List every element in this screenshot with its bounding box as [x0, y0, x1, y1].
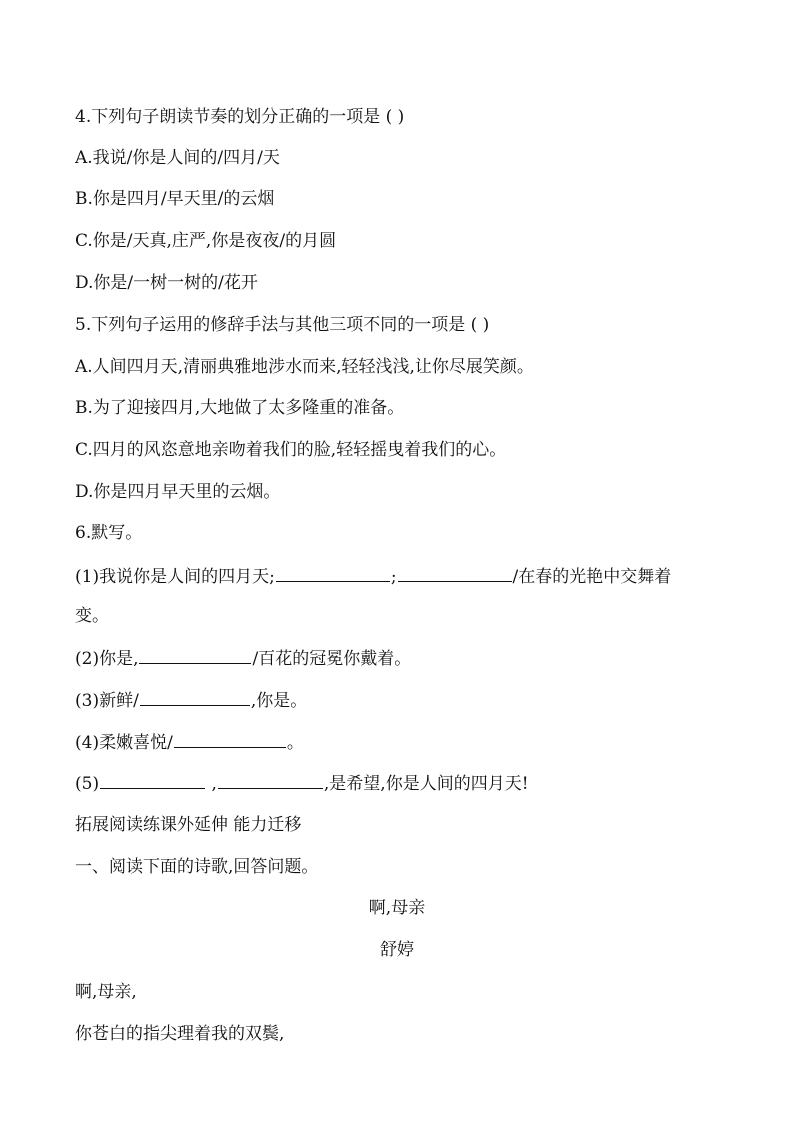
fill-blank[interactable]	[276, 564, 390, 582]
q6-item-4-prefix: (4)柔嫩喜悦/	[75, 733, 173, 753]
q6-item-1-prefix: (1)我说你是人间的四月天;	[75, 567, 275, 587]
q6-item-1-continuation: 变。	[75, 606, 109, 626]
poem-author: 舒婷	[380, 940, 414, 960]
q6-item-1-suffix: /在春的光艳中交舞着	[512, 567, 672, 587]
q6-item-5	[75, 771, 724, 796]
fill-blank[interactable]	[398, 564, 512, 582]
q6-item-1-separator: ;	[390, 567, 397, 587]
q6-item-3	[75, 688, 724, 713]
q6-item-1	[75, 564, 724, 589]
q6-item-3-prefix: (3)新鲜/	[75, 691, 139, 711]
poem-line-1: 啊,母亲,	[75, 982, 137, 1002]
fill-blank[interactable]	[140, 688, 250, 706]
q6-item-5-separator: ,	[206, 774, 217, 794]
section-instruction: 一、阅读下面的诗歌,回答问题。	[75, 857, 319, 877]
q5-option-a: A.人间四月天,清丽典雅地涉水而来,轻轻浅浅,让你尽展笑颜。	[75, 357, 534, 377]
poem-title: 啊,母亲	[368, 898, 426, 918]
q4-option-b: B.你是四月/早天里/的云烟	[75, 189, 275, 209]
q6-stem: 6.默写。	[75, 523, 143, 543]
poem-line-2: 你苍白的指尖理着我的双鬓,	[75, 1024, 285, 1044]
q4-option-a: A.我说/你是人间的/四月/天	[75, 148, 280, 168]
q6-item-4	[75, 730, 724, 755]
q5-option-d: D.你是四月早天里的云烟。	[75, 482, 281, 502]
section-heading: 拓展阅读练课外延伸 能力迁移	[75, 815, 302, 835]
fill-blank[interactable]	[100, 771, 205, 789]
q4-option-c: C.你是/天真,庄严,你是夜夜/的月圆	[75, 231, 337, 251]
q6-item-5-prefix: (5)	[75, 774, 100, 794]
fill-blank[interactable]	[218, 771, 323, 789]
q4-option-d: D.你是/一树一树的/花开	[75, 273, 258, 293]
fill-blank[interactable]	[139, 646, 251, 664]
fill-blank[interactable]	[174, 730, 286, 748]
q5-stem: 5.下列句子运用的修辞手法与其他三项不同的一项是 ( )	[75, 315, 490, 335]
q6-item-4-suffix: 。	[286, 733, 304, 753]
q6-item-2-suffix: /百花的冠冕你戴着。	[252, 649, 412, 669]
q6-item-2-prefix: (2)你是,	[75, 649, 139, 669]
q4-stem: 4.下列句子朗读节奏的划分正确的一项是 ( )	[75, 107, 405, 127]
q6-item-3-suffix: ,你是。	[250, 691, 308, 711]
q5-option-c: C.四月的风恣意地亲吻着我们的脸,轻轻摇曳着我们的心。	[75, 440, 507, 460]
q6-item-2	[75, 646, 724, 671]
q5-option-b: B.为了迎接四月,大地做了太多隆重的准备。	[75, 398, 405, 418]
q6-item-5-suffix: ,是希望,你是人间的四月天!	[323, 774, 529, 794]
